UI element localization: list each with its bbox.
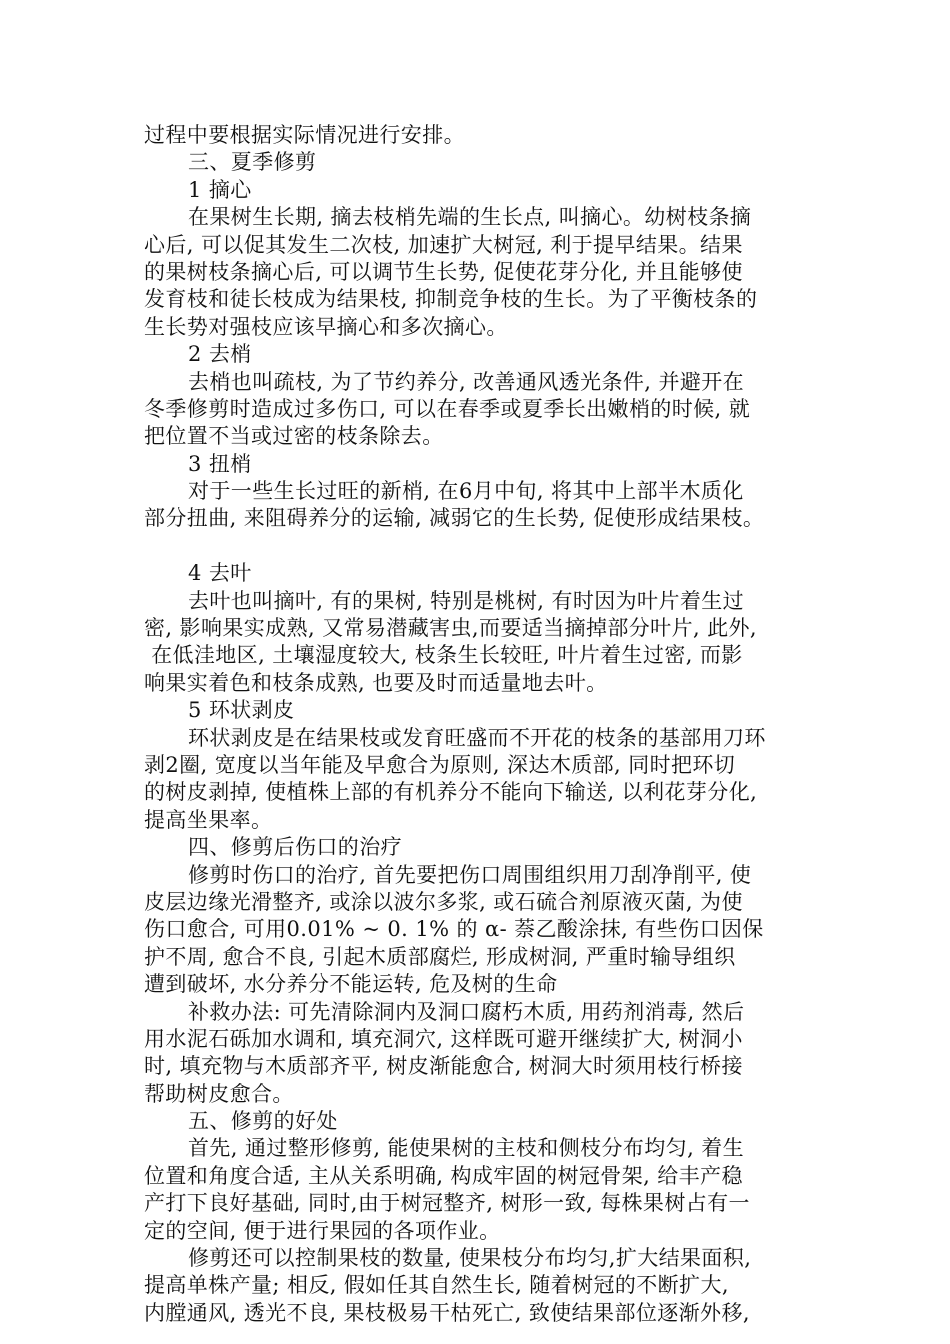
text-line: 环状剥皮是在结果枝或发育旺盛而不开花的枝条的基部用刀环 [188, 725, 766, 750]
text-line: 在低洼地区, 土壤湿度较大, 枝条生长较旺, 叶片着生过密, 而影 [144, 643, 743, 668]
text-line: 内膛通风, 透光不良, 果枝极易干枯死亡, 致使结果部位逐渐外移, [144, 1300, 750, 1325]
text-line: 提高单株产量; 相反, 假如任其自然生长, 随着树冠的不断扩大, [144, 1273, 729, 1298]
text-line: 3 扭梢 [188, 451, 252, 476]
text-line: 四、修剪后伤口的治疗 [188, 835, 402, 860]
text-line: 2 去梢 [188, 342, 252, 367]
text-line: 在果树生长期, 摘去枝梢先端的生长点, 叫摘心。幼树枝条摘 [188, 205, 752, 230]
text-line: 遭到破坏, 水分养分不能运转, 危及树的生命 [144, 972, 558, 997]
text-line: 部分扭曲, 来阻碍养分的运输, 减弱它的生长势, 促使形成结果枝。 [144, 506, 765, 531]
text-line: 皮层边缘光滑整齐, 或涂以波尔多浆, 或石硫合剂原液灭菌, 为使 [144, 889, 743, 914]
text-line: 护不周, 愈合不良, 引起木质部腐烂, 形成树洞, 严重时输导组织 [144, 944, 736, 969]
text-line: 密, 影响果实成熟, 又常易潜藏害虫,而要适当摘掉部分叶片, 此外, [144, 616, 757, 641]
text-line: 生长势对强枝应该早摘心和多次摘心。 [144, 314, 508, 339]
text-line: 帮助树皮愈合。 [144, 1081, 294, 1106]
text-line: 1 摘心 [188, 177, 252, 202]
text-line: 过程中要根据实际情况进行安排。 [144, 123, 465, 147]
text-line: 冬季修剪时造成过多伤口, 可以在春季或夏季长出嫩梢的时候, 就 [144, 396, 751, 421]
text-line: 提高坐果率。 [144, 807, 273, 832]
text-line: 时, 填充物与木质部齐平, 树皮渐能愈合, 树洞大时须用枝行桥接 [144, 1054, 743, 1079]
text-line: 去叶也叫摘叶, 有的果树, 特别是桃树, 有时因为叶片着生过 [188, 588, 745, 613]
text-line: 的果树枝条摘心后, 可以调节生长势, 促使花芽分化, 并且能够使 [144, 259, 743, 284]
text-line: 位置和角度合适, 主从关系明确, 构成牢固的树冠骨架, 给丰产稳 [144, 1163, 743, 1188]
text-line: 去梢也叫疏枝, 为了节约养分, 改善通风透光条件, 并避开在 [188, 369, 745, 394]
text-line: 伤口愈合, 可用0.01% ~ 0. 1% 的 α- 萘乙酸涂抹, 有些伤口因保 [144, 917, 764, 942]
text-line: 修剪还可以控制果枝的数量, 使果枝分布均匀,扩大结果面积, [188, 1246, 752, 1271]
text-line: 发育枝和徒长枝成为结果枝, 抑制竞争枝的生长。为了平衡枝条的 [144, 287, 758, 312]
text-line: 的树皮剥掉, 使植株上部的有机养分不能向下输送, 以利花芽分化, [144, 780, 758, 805]
text-line: 修剪时伤口的治疗, 首先要把伤口周围组织用刀刮净削平, 使 [188, 862, 752, 887]
text-line: 5 环状剥皮 [188, 698, 295, 723]
text-line: 补救办法: 可先清除洞内及洞口腐朽木质, 用药剂消毒, 然后 [188, 999, 745, 1024]
text-line: 剥2圈, 宽度以当年能及早愈合为原则, 深达木质部, 同时把环切 [144, 752, 736, 777]
text-line: 首先, 通过整形修剪, 能使果树的主枝和侧枝分布均匀, 着生 [188, 1136, 745, 1161]
text-line: 产打下良好基础, 同时,由于树冠整齐, 树形一致, 每株果树占有一 [144, 1191, 750, 1216]
text-line: 响果实着色和枝条成熟, 也要及时而适量地去叶。 [144, 670, 608, 695]
blank-line [144, 533, 808, 560]
text-line: 对于一些生长过旺的新梢, 在6月中旬, 将其中上部半木质化 [188, 479, 744, 504]
text-line: 把位置不当或过密的枝条除去。 [144, 424, 444, 449]
text-line: 心后, 可以促其发生二次枝, 加速扩大树冠, 利于提早结果。结果 [144, 232, 743, 257]
text-line: 4 去叶 [188, 561, 252, 586]
document-body [144, 122, 808, 1327]
text-line: 用水泥石砾加水调和, 填充洞穴, 这样既可避开继续扩大, 树洞小 [144, 1026, 743, 1051]
text-line: 三、夏季修剪 [188, 150, 317, 175]
text-line: 五、修剪的好处 [188, 1109, 338, 1134]
text-line: 定的空间, 便于进行果园的各项作业。 [144, 1218, 501, 1243]
